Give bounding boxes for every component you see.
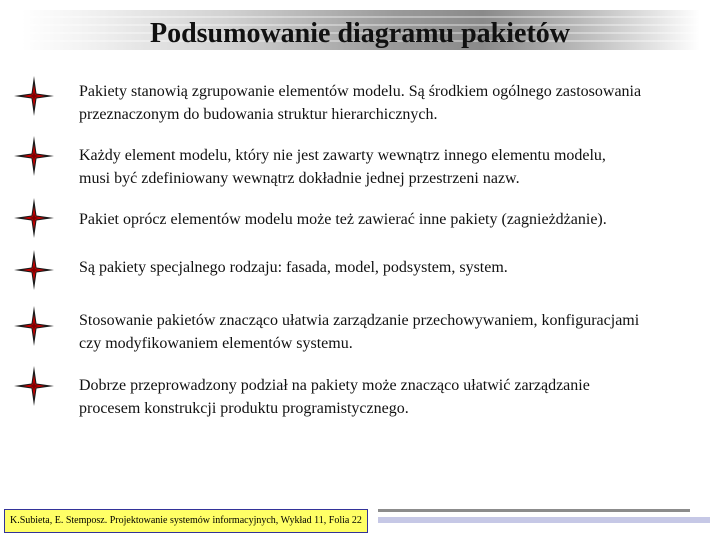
bullet-text bbox=[79, 80, 714, 126]
bullet-line: musi być zdefiniowany wewnątrz dokładnie jednej przestrzeni nazw. bbox=[79, 170, 520, 187]
bullet-text bbox=[79, 144, 714, 190]
footer-rule-light bbox=[378, 517, 710, 523]
bullet-text bbox=[79, 309, 714, 355]
four-point-star-icon bbox=[14, 76, 54, 116]
bullet-line: Dobrze przeprowadzony podział na pakiety może znacząco ułatwić zarządzanie bbox=[79, 377, 590, 394]
bullet-text bbox=[79, 256, 714, 279]
bullet-line: procesem konstrukcji produktu programistycznego. bbox=[79, 400, 409, 417]
slide-title: Podsumowanie diagramu pakietów bbox=[149, 18, 571, 49]
bullet-text bbox=[79, 208, 714, 231]
four-point-star-icon bbox=[14, 366, 54, 406]
four-point-star-icon bbox=[14, 250, 54, 290]
bullet-line: Pakiety stanowią zgrupowanie elementów modelu. Są środkiem ogólnego zastosowania bbox=[79, 83, 642, 100]
bullet-line: Stosowanie pakietów znacząco ułatwia zarządzanie przechowywaniem, konfiguracjami bbox=[79, 312, 640, 329]
footer-label: K.Subieta, E. Stemposz. Projektowanie systemów informacyjnych, Wykład 11, Folia 22 bbox=[4, 509, 368, 533]
bullet-text bbox=[79, 374, 714, 420]
bullet-line: Są pakiety specjalnego rodzaju: fasada, model, podsystem, system. bbox=[79, 259, 508, 276]
footer-rule-dark bbox=[378, 509, 690, 512]
four-point-star-icon bbox=[14, 198, 54, 238]
bullet-line: przeznaczonym do budowania struktur hierarchicznych. bbox=[79, 106, 438, 123]
four-point-star-icon bbox=[14, 306, 54, 346]
bullet-line: czy modyfikowaniem elementów systemu. bbox=[79, 335, 353, 352]
bullet-line: Każdy element modelu, który nie jest zawarty wewnątrz innego elementu modelu, bbox=[79, 147, 606, 164]
bullet-line: Pakiet oprócz elementów modelu może też zawierać inne pakiety (zagnieżdżanie). bbox=[79, 211, 607, 228]
four-point-star-icon bbox=[14, 136, 54, 176]
